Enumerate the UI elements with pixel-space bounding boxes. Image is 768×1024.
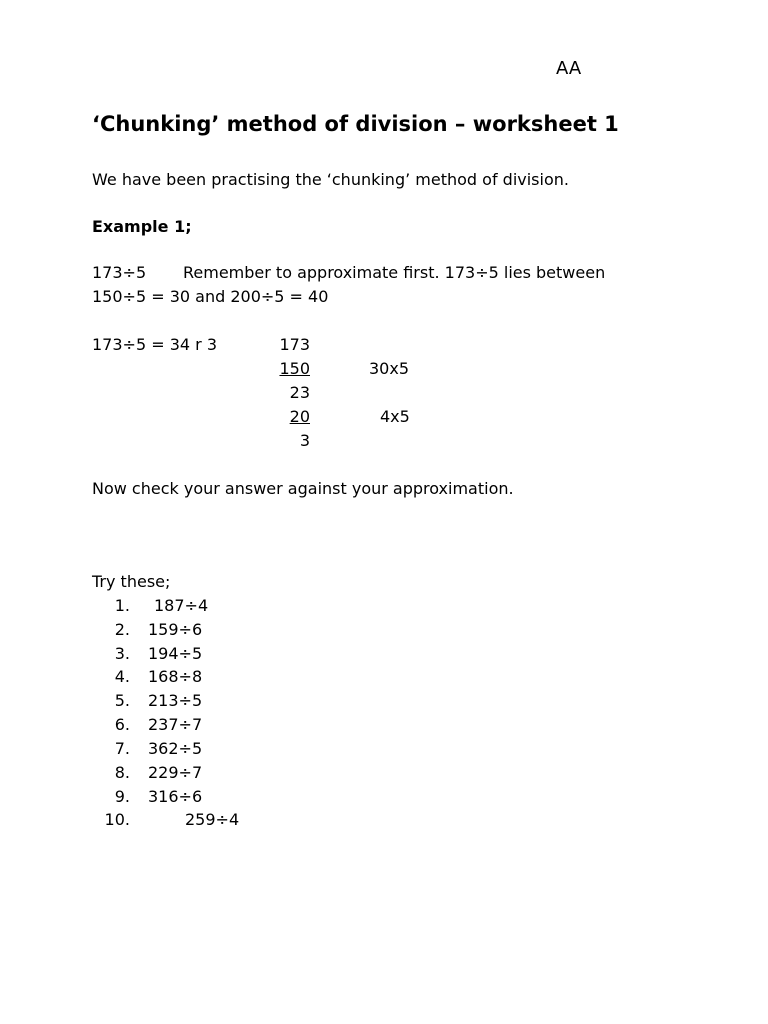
exercise-problem: 213÷5 — [148, 691, 203, 710]
exercise-problem: 237÷7 — [148, 715, 203, 734]
exercise-problem: 159÷6 — [148, 620, 203, 639]
example-problem: 173÷5 — [92, 263, 147, 282]
working-chunk1-label: 30x5 — [369, 359, 410, 378]
working-remainder1: 23 — [289, 383, 310, 402]
working-start: 173 — [279, 335, 310, 354]
exercises-heading: Try these; — [92, 572, 171, 591]
exercise-number: 8. — [114, 763, 130, 782]
example-reminder: Remember to approximate first. 173÷5 lies between — [183, 263, 606, 282]
exercise-problem: 316÷6 — [148, 787, 203, 806]
exercise-problem: 229÷7 — [148, 763, 203, 782]
working-chunk2-subtract: 20 — [289, 407, 310, 426]
exercise-number: 3. — [114, 644, 130, 663]
working-chunk1-subtract: 150 — [279, 359, 310, 378]
exercise-number: 10. — [104, 810, 130, 829]
exercise-problem: 259÷4 — [185, 810, 240, 829]
exercise-problem: 187÷4 — [154, 596, 209, 615]
example-result: 173÷5 = 34 r 3 — [92, 335, 217, 354]
header-initials: AA — [556, 58, 582, 79]
exercise-number: 2. — [114, 620, 130, 639]
example-range: 150÷5 = 30 and 200÷5 = 40 — [92, 287, 329, 306]
exercise-number: 9. — [114, 787, 130, 806]
exercise-number: 5. — [114, 691, 130, 710]
working-chunk2-label: 4x5 — [380, 407, 410, 426]
page-title: ‘Chunking’ method of division – worksheet 1 — [92, 112, 619, 136]
working-final-remainder: 3 — [299, 431, 310, 450]
exercise-number: 6. — [114, 715, 130, 734]
exercise-number: 7. — [114, 739, 130, 758]
exercise-problem: 168÷8 — [148, 667, 203, 686]
example-heading: Example 1; — [92, 217, 192, 236]
exercise-number: 4. — [114, 667, 130, 686]
exercise-problem: 194÷5 — [148, 644, 203, 663]
exercise-number: 1. — [114, 596, 130, 615]
intro-text: We have been practising the ‘chunking’ method of division. — [92, 170, 569, 189]
exercise-problem: 362÷5 — [148, 739, 203, 758]
check-note: Now check your answer against your approximation. — [92, 479, 514, 498]
